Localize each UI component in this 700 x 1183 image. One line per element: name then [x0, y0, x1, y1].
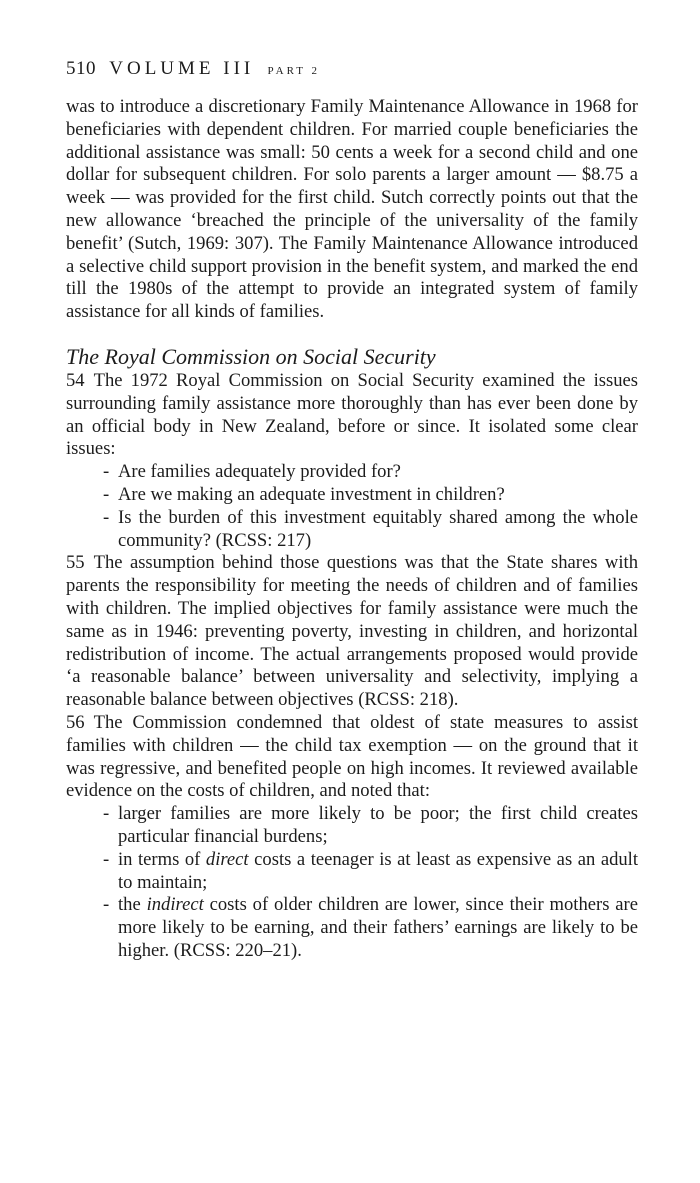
dash-marker: -: [103, 461, 110, 483]
emphasis-text: indirect: [146, 894, 204, 916]
list-item: [103, 894, 638, 962]
paragraph-text: The Commission condemned that oldest of state measures to assist families with children — the child tax exemption — on the ground that it was regressive, and benefited people on high incomes. It reviewed available evidence on the costs of children, and noted that:: [66, 711, 638, 802]
findings-list: [66, 803, 638, 963]
paragraph-number: 54: [66, 369, 85, 391]
paragraph-text: The 1972 Royal Commission on Social Security examined the issues surrounding family assistance more thoroughly than has ever been done by an official body in New Zealand, before or since. It isolated some clear issues:: [66, 369, 638, 460]
paragraph-55: [66, 552, 638, 712]
list-item-text: costs of older children are lower, since their mothers are more likely to be earning, and their fathers’ earnings are likely to be higher. (RCSS: 220–21).: [118, 894, 638, 961]
list-item: [103, 484, 638, 507]
section-heading: The Royal Commission on Social Security: [66, 343, 436, 369]
dash-marker: -: [103, 848, 110, 870]
dash-marker: -: [103, 803, 110, 825]
page-number: 510: [66, 58, 96, 79]
list-item-text: Are families adequately provided for?: [118, 461, 401, 483]
paragraph-text: The assumption behind those questions was that the State shares with parents the responsibility for meeting the needs of children and of families with children. The implied objectives for family assistance were much the same as in 1946: preventing poverty, investing in children, and horizontal redistribution of income. The actual arrangements proposed would provide ‘a reasonable balance’ between universality and selectivity, implying a reasonable balance between objectives (RCSS: 218).: [66, 552, 638, 711]
list-item-text: Is the burden of this investment equitably shared among the whole community? (RCSS: 217): [118, 506, 638, 551]
part-label: PART 2: [267, 65, 321, 77]
volume-label: VOLUME III: [109, 58, 255, 79]
paragraph-number: 56: [66, 711, 85, 733]
list-item-text: the: [118, 894, 147, 916]
dash-marker: -: [103, 506, 110, 528]
dash-marker: -: [103, 483, 110, 505]
intro-paragraph: was to introduce a discretionary Family Maintenance Allowance in 1968 for beneficiaries with dependent children. For married couple beneficiaries the additional assistance was small: 50 cents a week for a second child and one dollar for subsequent children. For solo parents a larger amount — $8.75 a week — was provided for the first child. Sutch correctly points out that the new allowance ‘breached the principle of the universality of the family benefit’ (Sutch, 1969: 307). The Family Maintenance Allowance introduced a selective child support provision in the benefit system, and marked the end till the 1980s of the attempt to provide an integrated system of family assistance for all kinds of families.: [66, 96, 638, 323]
list-item-text: larger families are more likely to be poor; the first child creates particular financial burdens;: [118, 803, 638, 847]
list-item-text: in terms of: [118, 848, 206, 870]
paragraph-number: 55: [66, 552, 85, 574]
paragraph-56: [66, 712, 638, 803]
list-item: [103, 849, 638, 895]
running-head: [66, 56, 638, 84]
list-item-text: costs a teenager is at least as expensive as an adult to maintain;: [118, 848, 638, 893]
book-page: [66, 56, 638, 963]
list-item: [103, 461, 638, 484]
issues-list: [66, 461, 638, 552]
dash-marker: -: [103, 894, 110, 916]
list-item: [103, 507, 638, 553]
list-item: [103, 803, 638, 849]
emphasis-text: direct: [205, 848, 249, 870]
list-item-text: Are we making an adequate investment in children?: [118, 483, 505, 505]
paragraph-54: [66, 370, 638, 461]
